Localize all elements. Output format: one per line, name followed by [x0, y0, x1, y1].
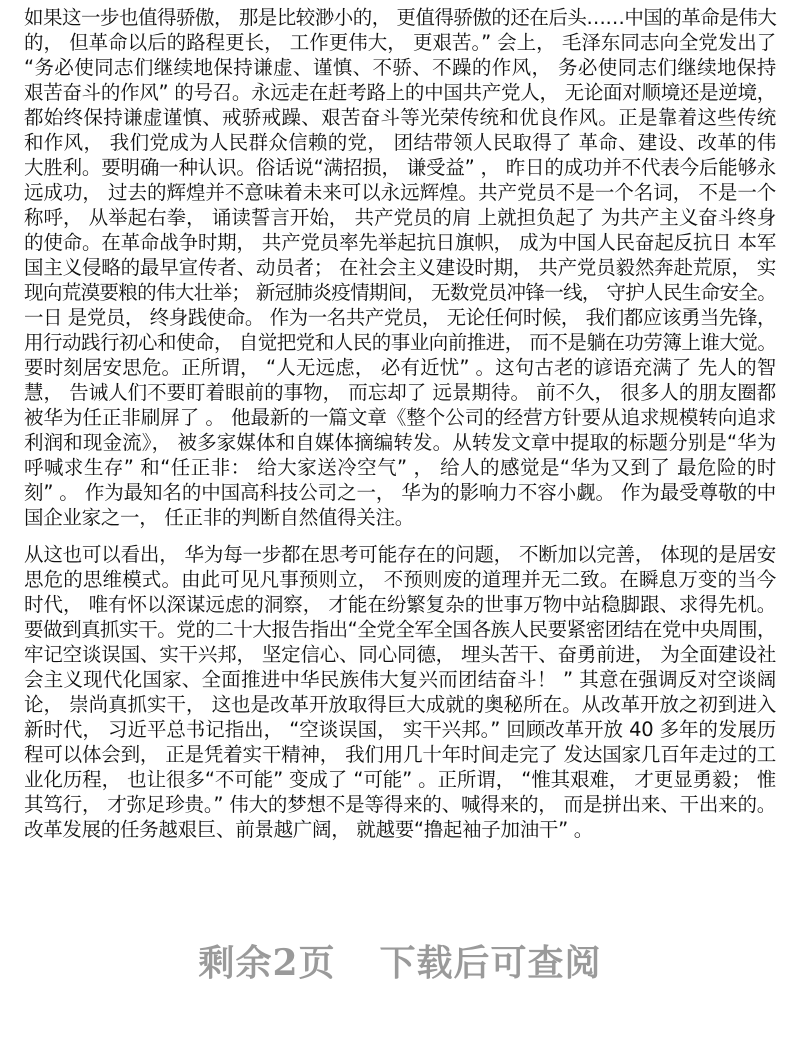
text-line: 用行动践行初心和使命， 自觉把党和人民的事业向前推进， 而不是躺在功劳簿上谁大觉。: [24, 331, 777, 354]
text-line: 要做到真抓实干。党的二十大报告指出“全党全军全国各族人民要紧密团结在党中央周围，: [24, 618, 776, 641]
paragraph-2: [24, 542, 776, 842]
text-line: 刻” 。 作为最知名的中国高科技公司之一， 华为的影响力不容小觑。 作为最受尊敬的中: [24, 481, 776, 504]
text-line: 被华为任正非刷屏了 。 他最新的一篇文章《整个公司的经营方针要从追求规模转向追求: [24, 406, 776, 429]
text-line: 远成功， 过去的辉煌并不意味着未来可以永远辉煌。共产党员不是一个名词， 不是一个: [24, 181, 776, 204]
text-line: 一日 是党员， 终身践使命。 作为一名共产党员， 无论任何时候， 我们都应该勇当先锋，: [24, 306, 776, 329]
text-line: 思危的思维模式。由此可见凡事预则立， 不预则废的道理并无二致。在瞬息万变的当今: [24, 568, 776, 591]
text-line: 利润和现金流》， 被多家媒体和自媒体摘编转发。从转发文章中提取的标题分别是“华为: [24, 431, 776, 454]
text-line: 慧， 告诫人们不要盯着眼前的事物， 而忘却了 远景期待。 前不久， 很多人的朋友圈都: [24, 381, 776, 404]
text-line: 新时代， 习近平总书记指出， “空谈误国， 实干兴邦。” 回顾改革开放 40 多年的发展历: [24, 718, 776, 741]
text-line: 要时刻居安思危。正所谓， “人无远虑， 必有近忧” 。这句古老的谚语充满了 先人的智: [24, 356, 776, 379]
download-hint-text: 下载后可查阅: [379, 942, 602, 984]
text-line: 如果这一步也值得骄傲， 那是比较渺小的， 更值得骄傲的还在后头……中国的革命是伟大: [24, 6, 777, 29]
remaining-pages-text: 剩余2页: [198, 942, 336, 984]
text-line: “务必使同志们继续地保持谦虚、谨慎、不骄、不躁的作风， 务必使同志们继续地保持: [24, 56, 776, 79]
text-line: 论， 崇尚真抓实干， 这也是改革开放取得巨大成就的奥秘所在。从改革开放之初到进入: [24, 693, 776, 716]
text-line: 现向荒漠要粮的伟大壮举； 新冠肺炎疫情期间， 无数党员冲锋一线， 守护人民生命安全。: [24, 281, 776, 304]
text-line: 改革发展的任务越艰巨、前景越广阔， 就越要“撸起袖子加油干” 。: [24, 818, 594, 841]
preview-limit-notice: [0, 935, 800, 986]
text-line: 和作风， 我们党成为人民群众信赖的党， 团结带领人民取得了 革命、建设、改革的伟: [24, 131, 776, 154]
text-line: 称呼， 从举起右拳， 诵读誓言开始， 共产党员的肩 上就担负起了 为共产主义奋斗终身: [24, 206, 776, 229]
text-line: 时代， 唯有怀以深谋远虑的洞察， 才能在纷繁复杂的世事万物中站稳脚跟、求得先机。: [24, 593, 776, 616]
text-line: 的使命。在革命战争时期， 共产党员率先举起抗日旗帜， 成为中国人民奋起反抗日 本军: [24, 231, 776, 254]
text-line: 的， 但革命以后的路程更长， 工作更伟大， 更艰苦。” 会上， 毛泽东同志向全党发出了: [24, 31, 776, 54]
text-line: 业化历程， 也让很多“不可能” 变成了 “可能” 。正所谓， “惟其艰难， 才更显勇毅； 惟: [24, 768, 776, 791]
text-line: 牢记空谈误国、实干兴邦， 坚定信心、同心同德， 埋头苦干、奋勇前进， 为全面建设社: [24, 643, 776, 666]
paragraph-1: [24, 5, 776, 530]
text-line: 国主义侵略的最早宣传者、动员者； 在社会主义建设时期， 共产党员毅然奔赴荒原， 实: [24, 256, 776, 279]
text-line: 国企业家之一， 任正非的判断自然值得关注。: [24, 506, 414, 529]
text-line: 都始终保持谦虚谨慎、戒骄戒躁、艰苦奋斗等光荣传统和优良作风。正是靠着这些传统: [24, 106, 776, 129]
text-line: 艰苦奋斗的作风” 的号召。永远走在赶考路上的中国共产党人， 无论面对顺境还是逆境，: [24, 81, 776, 104]
text-line: 大胜利。要明确一种认识。俗话说“满招损， 谦受益” ， 昨日的成功并不代表今后能够永: [24, 156, 776, 179]
text-line: 程可以体会到， 正是凭着实干精神， 我们用几十年时间走完了 发达国家几百年走过的工: [24, 743, 776, 766]
text-line: 从这也可以看出， 华为每一步都在思考可能存在的问题， 不断加以完善， 体现的是居安: [24, 543, 776, 566]
text-line: 会主义现代化国家、全面推进中华民族伟大复兴而团结奋斗！ ” 其意在强调反对空谈阔: [24, 668, 776, 691]
text-line: 呼喊求生存” 和“任正非： 给大家送冷空气” ， 给人的感觉是“华为又到了 最危险的时: [24, 456, 776, 479]
text-line: 其笃行， 才弥足珍贵。” 伟大的梦想不是等得来的、喊得来的， 而是拼出来、干出来的。: [24, 793, 776, 816]
